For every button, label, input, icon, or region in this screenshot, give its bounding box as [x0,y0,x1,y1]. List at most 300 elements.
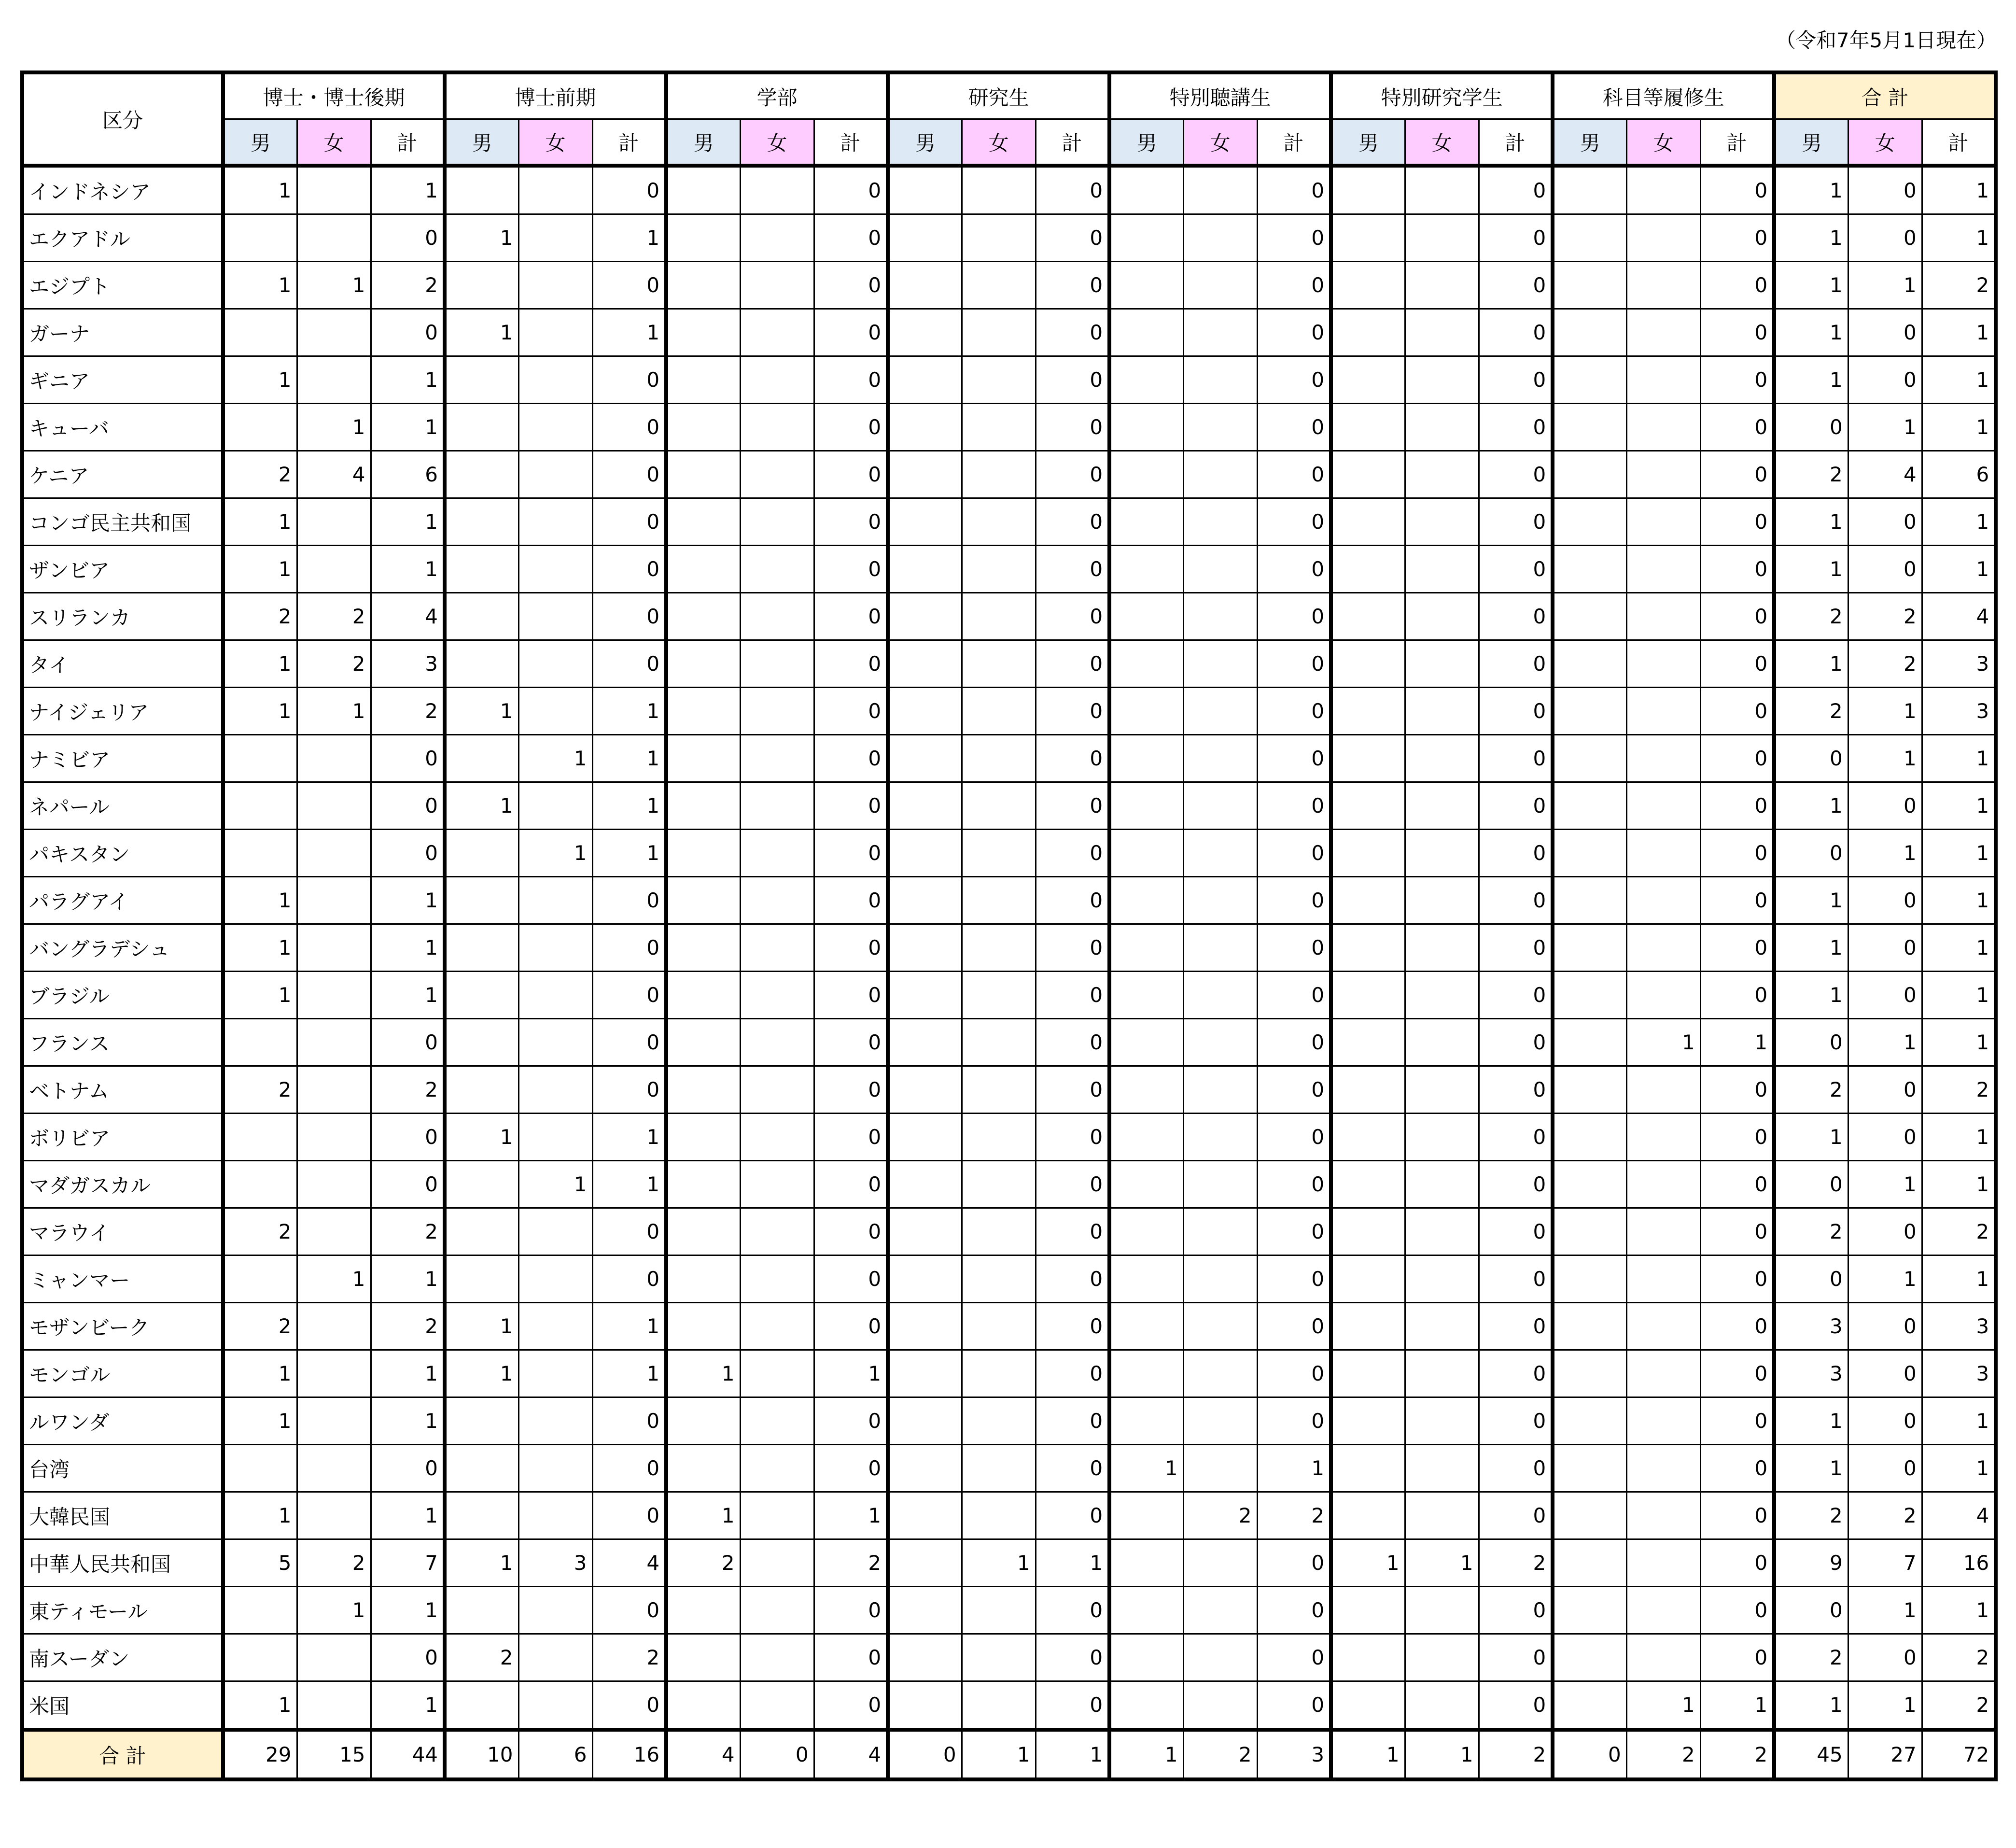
table-cell: 1 [592,782,666,830]
table-cell: 0 [1700,1587,1774,1634]
table-cell [888,1256,962,1303]
subheader-total-3: 計 [1036,119,1109,166]
table-cell: 0 [592,404,666,451]
table-cell [1405,1114,1479,1161]
table-cell [297,972,371,1019]
table-cell: 1 [1774,1445,1848,1492]
table-cell: 1 [814,1492,888,1539]
table-cell [1553,546,1626,593]
table-cell: 1 [1774,262,1848,309]
table-cell [1331,166,1405,214]
table-cell: 0 [1700,356,1774,404]
table-cell: 0 [1257,1114,1331,1161]
table-cell: 2 [223,1303,297,1350]
table-cell: 0 [814,735,888,782]
table-cell: 0 [1479,1397,1553,1445]
table-cell [1405,877,1479,924]
table-cell: 2 [1774,1492,1848,1539]
group-header-0: 博士・博士後期 [223,72,445,119]
table-cell [1183,262,1257,309]
table-cell [1405,688,1479,735]
table-cell: 0 [1257,1397,1331,1445]
country-name: ブラジル [22,972,223,1019]
table-row [22,1303,1996,1350]
subheader-total-2: 計 [814,119,888,166]
grand-total-cell: 2 [1700,1730,1774,1779]
table-cell [1405,1019,1479,1066]
table-cell: 0 [1036,262,1109,309]
table-cell [962,262,1036,309]
country-name: ギニア [22,356,223,404]
table-cell: 0 [814,782,888,830]
table-cell: 0 [1479,782,1553,830]
table-cell [666,1303,740,1350]
table-cell [888,1539,962,1587]
table-cell [518,1492,592,1539]
table-cell: 0 [1479,830,1553,877]
table-cell: 0 [1848,1208,1922,1256]
table-cell: 0 [1774,735,1848,782]
table-cell [445,1397,518,1445]
table-cell [1331,1492,1405,1539]
country-name: ベトナム [22,1066,223,1114]
group-header-5: 特別研究学生 [1331,72,1553,119]
table-cell [1183,1681,1257,1730]
table-cell [1553,498,1626,546]
table-cell: 1 [1774,782,1848,830]
table-cell: 0 [592,1397,666,1445]
table-cell [1109,1019,1183,1066]
table-cell: 4 [1922,1492,1996,1539]
table-cell [1553,924,1626,972]
table-cell: 1 [223,924,297,972]
table-cell: 0 [1257,1208,1331,1256]
table-cell: 0 [1700,498,1774,546]
table-cell [1183,877,1257,924]
table-cell [888,877,962,924]
table-cell: 1 [223,877,297,924]
table-cell [518,877,592,924]
table-cell: 0 [1700,688,1774,735]
table-cell: 1 [1848,1681,1922,1730]
table-cell: 0 [1700,1634,1774,1681]
table-cell: 0 [814,1397,888,1445]
table-cell: 1 [1848,1161,1922,1208]
table-cell: 0 [1479,1445,1553,1492]
table-cell [666,166,740,214]
table-cell [1183,1256,1257,1303]
table-cell [297,214,371,262]
table-cell: 0 [1257,1587,1331,1634]
table-cell [518,1634,592,1681]
table-cell: 1 [297,404,371,451]
table-cell: 2 [1922,262,1996,309]
table-row [22,166,1996,214]
table-cell [1183,546,1257,593]
table-cell: 5 [223,1539,297,1587]
table-cell: 1 [371,498,445,546]
table-cell [1626,546,1700,593]
table-cell: 0 [1036,404,1109,451]
table-cell: 2 [223,593,297,640]
table-cell: 1 [518,830,592,877]
table-cell: 0 [1257,735,1331,782]
table-cell: 0 [1257,451,1331,498]
table-cell [962,309,1036,356]
table-row [22,1350,1996,1397]
table-cell: 0 [1036,1445,1109,1492]
table-cell [297,1066,371,1114]
table-cell: 4 [1848,451,1922,498]
table-cell [740,782,814,830]
table-cell [1626,1066,1700,1114]
table-cell: 0 [1479,1350,1553,1397]
subheader-female-5: 女 [1405,119,1479,166]
table-cell: 0 [1036,166,1109,214]
table-cell: 1 [1626,1681,1700,1730]
table-cell [297,356,371,404]
table-cell [1553,166,1626,214]
table-cell: 0 [1257,877,1331,924]
table-cell: 7 [371,1539,445,1587]
table-cell [1331,214,1405,262]
table-cell [1405,1492,1479,1539]
table-cell: 16 [1922,1539,1996,1587]
table-cell [1626,309,1700,356]
table-cell [1183,735,1257,782]
table-cell: 2 [1479,1539,1553,1587]
country-name: ザンビア [22,546,223,593]
table-cell [1405,640,1479,688]
table-cell: 0 [592,546,666,593]
header-row-groups [22,72,1996,119]
table-cell: 0 [592,972,666,1019]
table-cell: 1 [1848,735,1922,782]
table-cell [962,546,1036,593]
subheader-total-7: 計 [1922,119,1996,166]
table-cell: 1 [445,309,518,356]
table-cell: 0 [1848,877,1922,924]
table-cell: 1 [814,1350,888,1397]
grand-total-cell: 2 [1479,1730,1553,1779]
table-cell: 1 [1774,972,1848,1019]
table-row [22,1161,1996,1208]
table-cell [666,451,740,498]
grand-total-cell: 2 [1183,1730,1257,1779]
grand-total-cell: 45 [1774,1730,1848,1779]
table-cell [1109,546,1183,593]
table-cell [888,309,962,356]
table-cell: 0 [371,782,445,830]
table-cell [962,1397,1036,1445]
subheader-total-5: 計 [1479,119,1553,166]
table-cell [1626,640,1700,688]
table-cell: 0 [1848,1114,1922,1161]
table-cell [1553,1397,1626,1445]
table-cell [666,356,740,404]
table-cell: 0 [1479,262,1553,309]
table-row [22,1445,1996,1492]
table-cell [1183,356,1257,404]
table-cell [1331,877,1405,924]
table-cell [518,1445,592,1492]
table-cell: 2 [1848,593,1922,640]
table-cell: 0 [814,1681,888,1730]
table-cell [962,1492,1036,1539]
table-cell: 0 [1700,546,1774,593]
table-cell: 0 [814,640,888,688]
table-cell: 2 [371,688,445,735]
table-cell: 1 [1922,309,1996,356]
table-cell [1626,1445,1700,1492]
table-cell: 0 [1479,1208,1553,1256]
table-cell [1331,972,1405,1019]
table-cell: 0 [1036,593,1109,640]
table-cell [1331,262,1405,309]
table-cell [518,214,592,262]
date-note: （令和7年5月1日現在） [1775,28,1997,52]
table-row [22,924,1996,972]
table-cell [297,924,371,972]
table-cell: 1 [1257,1445,1331,1492]
table-cell [1331,1161,1405,1208]
table-cell [1553,356,1626,404]
table-cell: 0 [371,735,445,782]
table-cell: 0 [1700,1208,1774,1256]
table-cell: 0 [592,1066,666,1114]
table-cell: 0 [1479,924,1553,972]
table-cell [518,1208,592,1256]
table-cell [740,262,814,309]
table-cell: 2 [297,593,371,640]
table-cell: 0 [1479,1019,1553,1066]
table-cell [1109,972,1183,1019]
table-cell: 0 [1257,1019,1331,1066]
table-cell [223,404,297,451]
table-cell [445,1256,518,1303]
table-cell: 1 [445,688,518,735]
table-cell [1109,1066,1183,1114]
table-cell: 0 [1700,1161,1774,1208]
country-name: ナイジェリア [22,688,223,735]
group-header-7: 合 計 [1774,72,1996,119]
table-cell [1331,830,1405,877]
table-cell [962,1019,1036,1066]
table-cell [445,166,518,214]
table-cell: 0 [1700,309,1774,356]
table-cell [518,356,592,404]
table-cell: 1 [1331,1539,1405,1587]
table-cell: 0 [1479,498,1553,546]
table-cell [888,972,962,1019]
table-cell [740,498,814,546]
table-cell: 0 [592,1208,666,1256]
table-cell: 0 [1700,1256,1774,1303]
table-cell [518,309,592,356]
table-cell [223,1587,297,1634]
table-cell [740,1161,814,1208]
table-cell: 1 [1922,356,1996,404]
table-cell: 1 [1848,1587,1922,1634]
table-row [22,1587,1996,1634]
table-cell: 0 [592,1681,666,1730]
table-cell: 1 [1405,1539,1479,1587]
table-cell: 0 [1257,546,1331,593]
table-cell: 0 [592,1019,666,1066]
subheader-female-7: 女 [1848,119,1922,166]
table-cell [445,972,518,1019]
table-cell [1626,735,1700,782]
table-cell: 0 [1700,1492,1774,1539]
table-cell [1109,1114,1183,1161]
table-cell: 1 [223,688,297,735]
table-cell: 1 [371,1256,445,1303]
table-cell [1626,877,1700,924]
table-cell [1553,1587,1626,1634]
table-cell [1331,1681,1405,1730]
country-name: タイ [22,640,223,688]
table-cell: 0 [1848,1397,1922,1445]
table-cell: 1 [1922,1161,1996,1208]
table-cell [1331,1019,1405,1066]
table-cell [445,451,518,498]
country-name: 南スーダン [22,1634,223,1681]
table-cell: 2 [814,1539,888,1587]
table-cell [1183,688,1257,735]
table-cell [1183,309,1257,356]
table-cell: 0 [1700,830,1774,877]
grand-total-cell: 0 [1553,1730,1626,1779]
table-cell [297,1350,371,1397]
table-cell [1331,1397,1405,1445]
table-cell [1553,1256,1626,1303]
table-row [22,782,1996,830]
country-name: マダガスカル [22,1161,223,1208]
grand-total-cell: 27 [1848,1730,1922,1779]
table-cell: 0 [1848,1303,1922,1350]
table-cell [666,924,740,972]
table-cell: 0 [1479,451,1553,498]
table-cell: 1 [592,1114,666,1161]
table-cell [962,830,1036,877]
table-cell: 0 [1036,1350,1109,1397]
table-cell [1405,166,1479,214]
table-cell: 0 [1479,877,1553,924]
table-cell: 1 [371,166,445,214]
table-cell: 0 [1036,1256,1109,1303]
table-cell [1183,404,1257,451]
table-cell: 1 [1774,309,1848,356]
table-cell: 1 [371,1397,445,1445]
table-cell: 0 [1257,1066,1331,1114]
table-cell [297,546,371,593]
table-cell: 0 [814,1161,888,1208]
country-name: エジプト [22,262,223,309]
table-cell: 2 [371,1303,445,1350]
table-cell: 1 [1626,1019,1700,1066]
table-cell: 0 [1257,309,1331,356]
table-cell [1553,1681,1626,1730]
table-cell: 1 [445,1114,518,1161]
table-cell: 1 [1774,498,1848,546]
table-cell [962,1303,1036,1350]
table-cell [1109,782,1183,830]
table-cell [445,262,518,309]
table-cell [1405,735,1479,782]
table-cell [888,1350,962,1397]
table-cell: 0 [1700,1066,1774,1114]
table-cell: 1 [223,640,297,688]
table-cell [1331,735,1405,782]
table-cell: 0 [1700,1539,1774,1587]
table-cell: 1 [1848,1019,1922,1066]
table-cell: 2 [1922,1066,1996,1114]
table-cell [297,1303,371,1350]
table-cell: 0 [1257,1350,1331,1397]
table-cell [297,1397,371,1445]
subheader-male-1: 男 [445,119,518,166]
table-cell [888,735,962,782]
table-cell: 1 [445,782,518,830]
table-cell: 0 [1479,1303,1553,1350]
table-cell [1626,688,1700,735]
table-cell [297,1492,371,1539]
table-cell [1331,404,1405,451]
table-cell: 1 [371,1492,445,1539]
table-cell: 0 [814,1634,888,1681]
table-cell [888,924,962,972]
table-cell [1553,214,1626,262]
table-cell [888,404,962,451]
table-cell: 0 [1774,404,1848,451]
group-header-2: 学部 [666,72,888,119]
table-cell [1405,1587,1479,1634]
table-cell [1553,1350,1626,1397]
table-cell [962,1681,1036,1730]
table-cell [1626,1256,1700,1303]
table-cell [666,782,740,830]
table-cell [1109,830,1183,877]
table-cell [1626,1492,1700,1539]
table-cell [888,546,962,593]
table-cell: 0 [1700,166,1774,214]
table-cell [962,1256,1036,1303]
subheader-male-3: 男 [888,119,962,166]
table-cell: 0 [1774,1019,1848,1066]
table-cell [1405,1208,1479,1256]
country-name: 台湾 [22,1445,223,1492]
table-cell [1626,1634,1700,1681]
table-cell: 1 [371,1587,445,1634]
table-cell: 0 [592,166,666,214]
country-name: 中華人民共和国 [22,1539,223,1587]
table-cell [1183,214,1257,262]
table-cell: 0 [592,924,666,972]
table-cell [1183,830,1257,877]
table-cell [740,972,814,1019]
table-cell: 1 [445,214,518,262]
table-cell: 0 [1700,1397,1774,1445]
table-row [22,830,1996,877]
table-cell: 0 [1036,546,1109,593]
table-cell: 0 [1848,972,1922,1019]
table-cell [1626,451,1700,498]
table-row [22,1397,1996,1445]
table-cell [888,1161,962,1208]
table-cell: 1 [1848,830,1922,877]
table-cell: 7 [1848,1539,1922,1587]
table-cell: 1 [1922,1114,1996,1161]
